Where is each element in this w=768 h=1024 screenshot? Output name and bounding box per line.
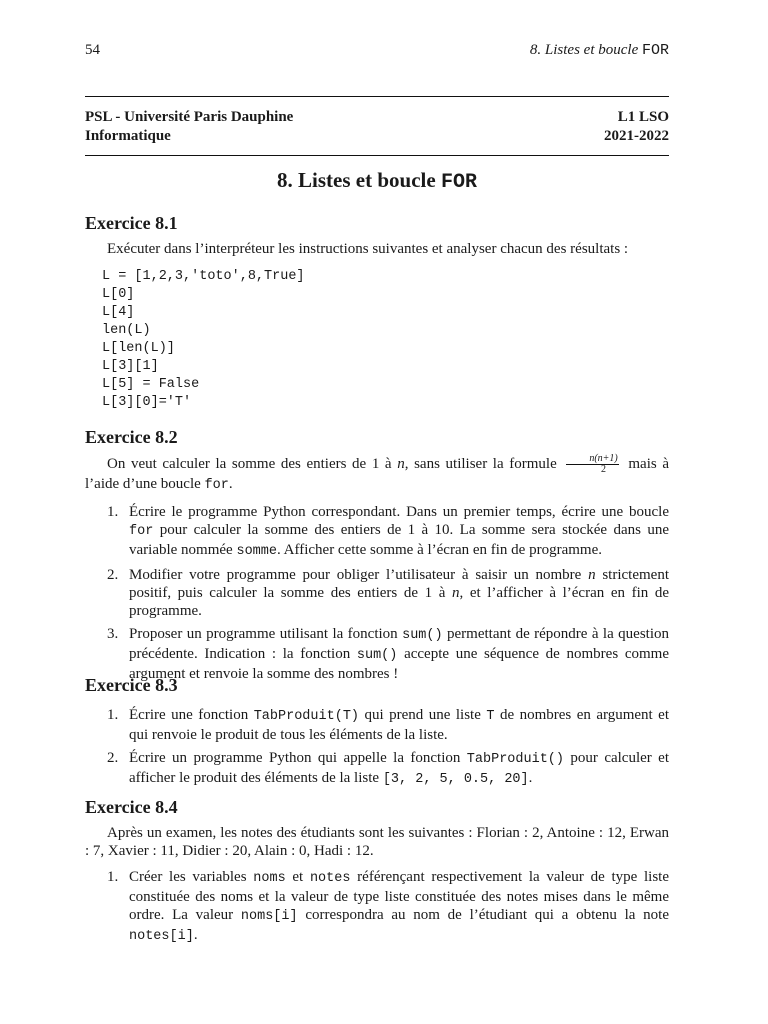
exercise-intro: Après un examen, les notes des étudiants sont les suivantes : Florian : 2, Antoine : 12, Erwan : 7, Xavier : 11, Didier : 20, Alain : 0, Hadi : 12. (85, 825, 669, 859)
page-title-text: 8. Listes et boucle (277, 168, 441, 192)
exercise-heading: Exercice 8.3 (85, 675, 178, 695)
math-variable: n (397, 455, 405, 472)
inline-code: for (204, 478, 229, 493)
inline-code: noms (253, 871, 286, 886)
exercise-heading: Exercice 8.2 (85, 427, 178, 447)
item-number: 1. (107, 504, 119, 520)
item-text: Proposer un programme utilisant la fonction (129, 626, 403, 642)
page-title (85, 168, 669, 194)
item-text: Écrire un programme Python qui appelle la fonction (129, 750, 467, 766)
list-item (85, 749, 669, 789)
item-text: de nombres en argument et qui renvoie le produit de tous les éléments de la liste. (129, 707, 669, 743)
item-text: permettant de répondre à la question précédente. Indication : la fonction (129, 626, 669, 662)
list-item (85, 566, 669, 620)
inline-code: sum() (356, 648, 398, 663)
exercise-intro (85, 454, 669, 495)
intro-text: , sans utiliser la formule (404, 455, 563, 472)
inline-code: TabProduit(T) (253, 709, 360, 724)
inline-code: notes[i] (129, 929, 194, 944)
item-text: . (528, 770, 533, 786)
header-bottom-rule (85, 155, 669, 156)
item-text: Modifier votre programme pour obliger l’utilisateur à saisir un nombre (129, 567, 589, 583)
inline-code: TabProduit() (466, 752, 565, 767)
item-text: . (193, 927, 198, 943)
code-line: L[5] = False (102, 377, 200, 392)
inline-code: for (129, 524, 154, 539)
page-title-code: FOR (440, 171, 477, 194)
department-name: Informatique (85, 128, 171, 144)
running-head (85, 42, 669, 59)
running-head-title-text: 8. Listes et boucle (529, 42, 642, 58)
fraction-denominator: 2 (601, 464, 607, 475)
item-text: . Afficher cette somme à l’écran en fin de programme. (276, 542, 602, 558)
item-text: strictement positif, puis calculer la somme des entiers de 1 à (129, 567, 669, 601)
code-line: L[0] (102, 287, 135, 302)
item-text: Écrire le programme Python correspondant. Dans un premier temps, écrire une boucle (129, 504, 669, 520)
exercise-heading: Exercice 8.1 (85, 213, 178, 233)
item-number: 2. (107, 750, 119, 766)
code-line: L[3][0]='T' (102, 395, 192, 410)
item-text: pour calculer la somme des entiers de 1 à 10. La somme sera stockée dans une variable nommée (129, 522, 669, 558)
exercise-8-4 (85, 798, 669, 951)
item-number: 3. (107, 626, 119, 642)
course-header-right (604, 108, 669, 146)
code-line: L = [1,2,3,'toto',8,True] (102, 269, 305, 284)
inline-code: [3, 2, 5, 0.5, 20] (382, 772, 529, 787)
exercise-heading: Exercice 8.4 (85, 797, 178, 817)
question-list (85, 503, 669, 683)
item-number: 2. (107, 567, 119, 583)
code-line: L[4] (102, 305, 135, 320)
math-variable: n (588, 567, 596, 583)
item-text: Créer les variables (129, 869, 254, 885)
institution-name: PSL - Université Paris Dauphine (85, 109, 294, 125)
code-line: len(L) (102, 323, 151, 338)
item-text: référençant respectivement la valeur de type liste constituée des noms et la valeur de type liste constituée des notes mises dans le même ordre. La valeur (129, 869, 669, 923)
code-line: L[len(L)] (102, 341, 175, 356)
exercise-8-3 (85, 676, 669, 794)
question-list (85, 868, 669, 946)
item-number: 1. (107, 707, 119, 723)
intro-text: On veut calculer la somme des entiers de 1 à (107, 455, 398, 472)
question-list (85, 706, 669, 789)
code-line: L[3][1] (102, 359, 159, 374)
page-number: 54 (85, 42, 100, 58)
inline-code: sum() (402, 628, 443, 643)
sum-formula-fraction (566, 454, 618, 475)
list-item (85, 868, 669, 946)
course-header (85, 108, 669, 146)
intro-text: mais à l’aide d’une boucle (85, 455, 669, 492)
item-text: Écrire une fonction (129, 707, 254, 723)
header-top-rule (85, 96, 669, 97)
item-number: 1. (107, 869, 119, 885)
item-text: pour calculer et afficher le produit des éléments de la liste (129, 750, 670, 786)
math-variable: n (451, 585, 460, 601)
intro-text: . (228, 476, 233, 492)
inline-code: somme (236, 544, 277, 559)
item-text: et (285, 869, 310, 885)
course-name: L1 LSO (617, 109, 669, 125)
list-item (85, 503, 669, 561)
list-item (85, 706, 669, 744)
running-head-title-code: FOR (641, 42, 669, 59)
inline-code: noms[i] (240, 909, 298, 924)
inline-code: notes (309, 871, 351, 886)
item-text: correspondra au nom de l’étudiant qui a obtenu la note (297, 907, 670, 923)
exercise-8-2 (85, 428, 669, 688)
exercise-8-1 (85, 214, 669, 412)
item-text: accepte une séquence de nombres comme argument et renvoie la somme des nombres ! (129, 646, 669, 682)
running-head-title (530, 42, 669, 59)
item-text: , et l’afficher à l’écran en fin de programme. (129, 585, 670, 619)
fraction-numerator: n(n+1) (566, 454, 618, 465)
code-block (102, 268, 669, 412)
academic-year: 2021-2022 (604, 128, 669, 144)
exercise-intro: Exécuter dans l’interpréteur les instructions suivantes et analyser chacun des résultats : (107, 241, 629, 257)
item-text: qui prend une liste (359, 707, 487, 723)
course-header-left (85, 108, 293, 146)
inline-code: T (486, 709, 495, 724)
